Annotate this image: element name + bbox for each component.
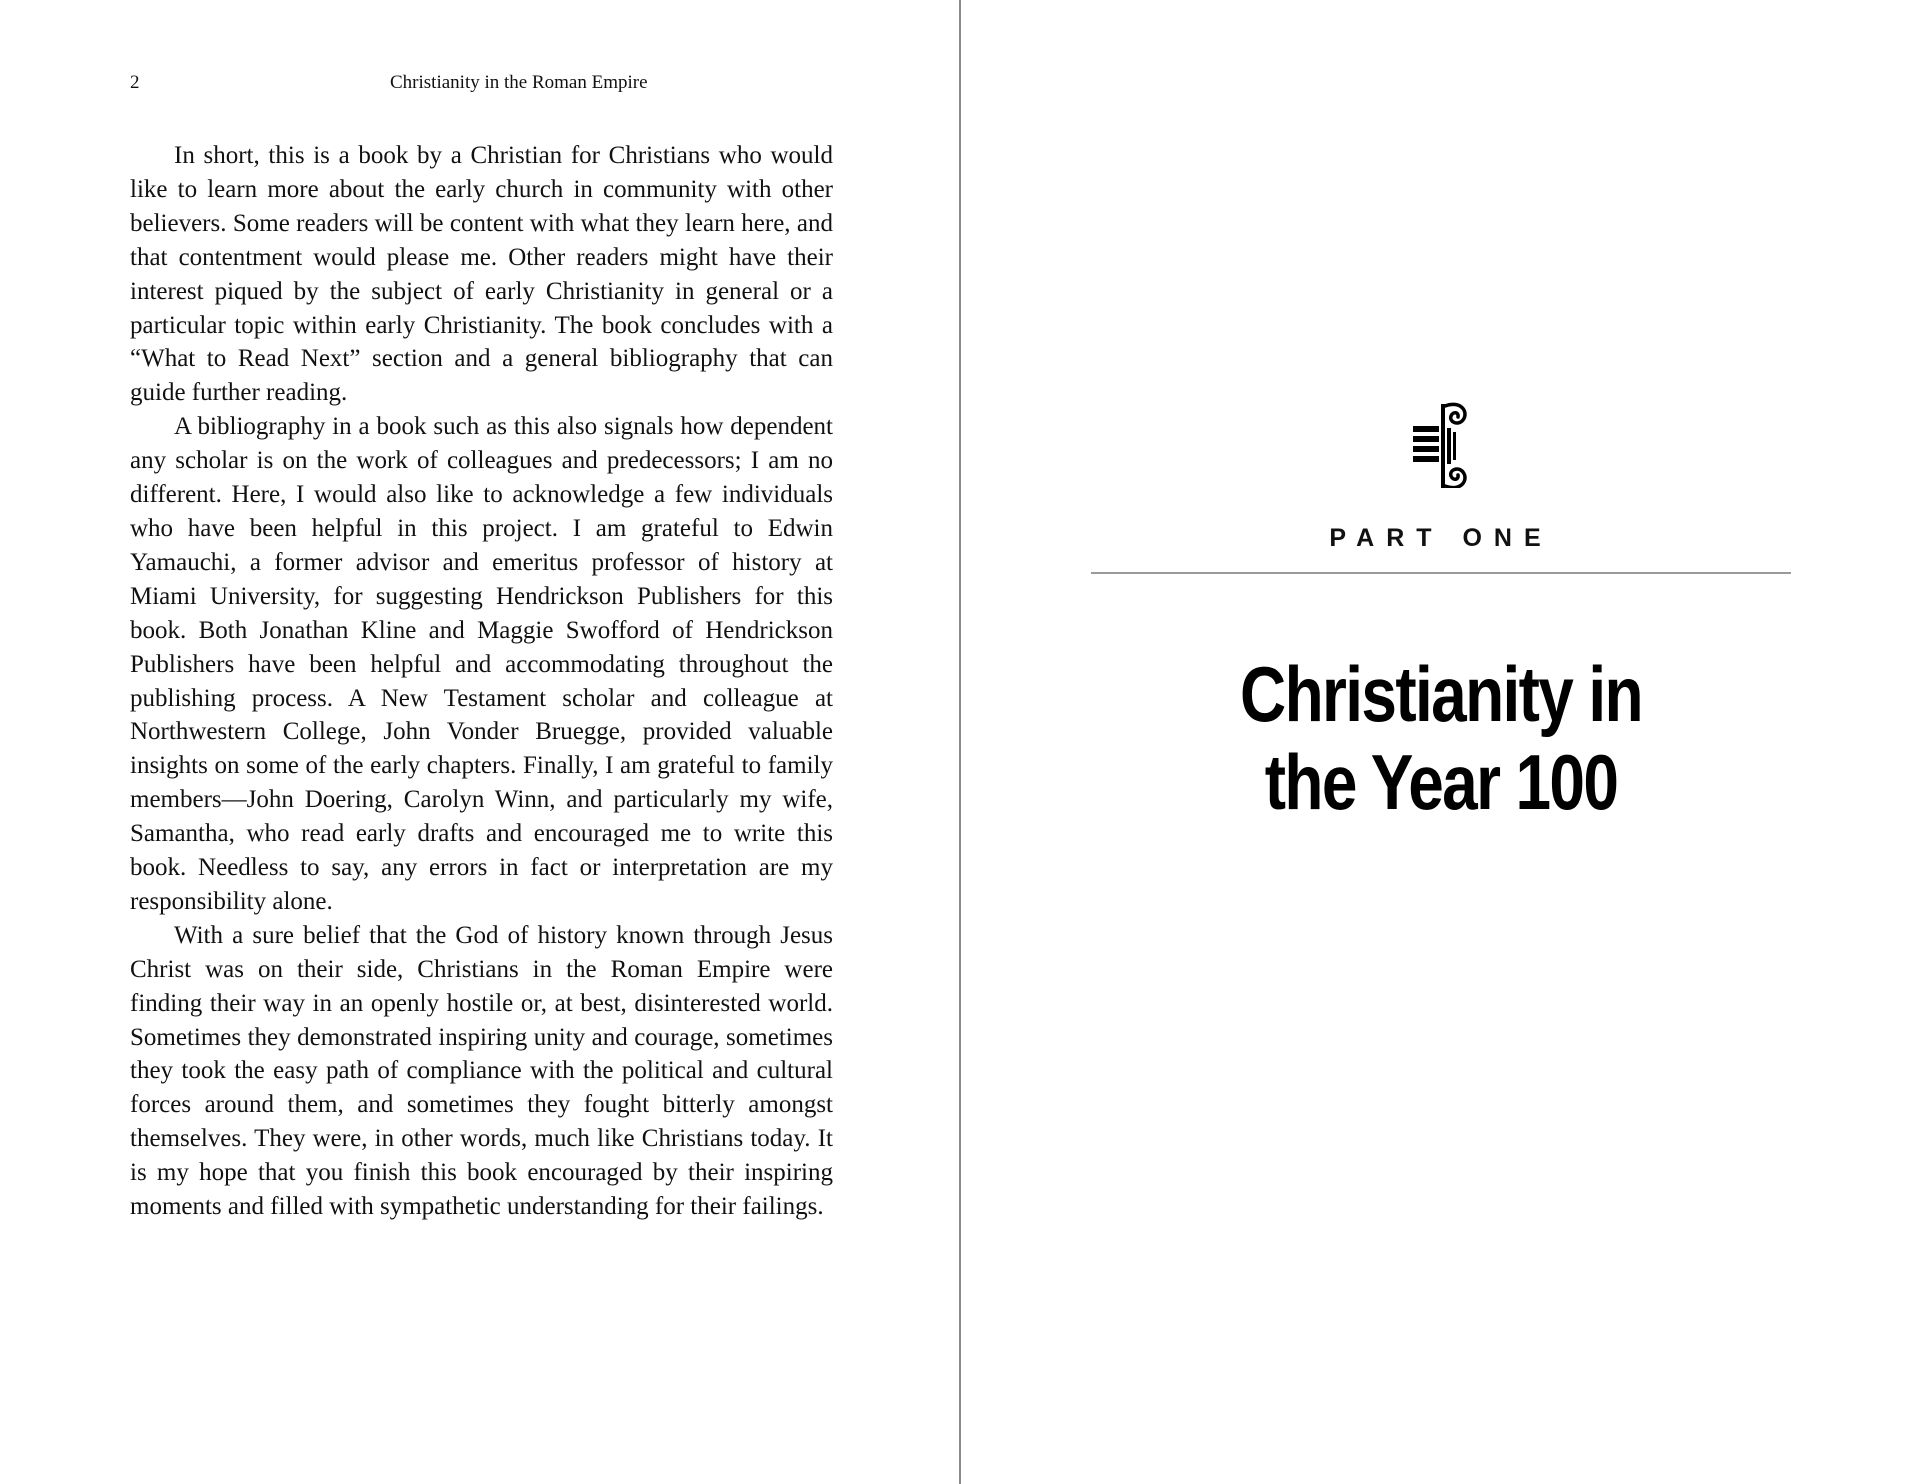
- paragraph: In short, this is a book by a Christian for Christians who would like to learn more about the early church in community with other believers. Some readers will be content with what they learn here, and that contentment would please me. Other readers might have their interest piqued by the subject of early Christianity in general or a particular topic within early Christianity. The book concludes with a “What to Read Next” section and a general bibliography that can guide further reading.: [130, 142, 833, 407]
- running-head-title: Christianity in the Roman Empire: [390, 72, 648, 93]
- paragraph: A bibliography in a book such as this also signals how dependent any scholar is on the work of colleagues and predecessors; I am no different. Here, I would also like to acknowledge a few individuals who have been helpful in this project. I am grateful to Edwin Yamauchi, a former advisor and emeritus professor of history at Miami University, for suggesting Hendrickson Publishers for this book. Both Jonathan Kline and Maggie Swofford of Hendrickson Publishers have been helpful and accommodating throughout the publishing process. A New Testament scholar and colleague at Northwestern College, John Vonder Bruegge, provided valuable insights on some of the early chapters. Finally, I am grateful to family members—John Doering, Carolyn Winn, and particularly my wife, Samantha, who read early drafts and encouraged me to write this book. Needless to say, any errors in fact or interpretation are my responsibility alone.: [130, 413, 833, 915]
- left-page: [0, 0, 959, 1484]
- part-title: [1154, 650, 1728, 826]
- page-number: 2: [130, 72, 140, 93]
- ionic-column-capital-icon: [1411, 398, 1471, 488]
- part-title-line: Christianity in: [1240, 650, 1642, 738]
- running-head: [130, 72, 830, 96]
- part-label: PART ONE: [1329, 524, 1553, 552]
- body-text: [130, 139, 833, 1224]
- right-page: [961, 0, 1920, 1484]
- part-title-line: the Year 100: [1264, 738, 1618, 826]
- paragraph: With a sure belief that the God of history known through Jesus Christ was on their side, Christians in the Roman Empire were finding their way in an openly hostile or, at best, disinterested world. Sometimes they demonstrated inspiring unity and courage, sometimes they took the easy path of compliance with the political and cultural forces around them, and sometimes they fought bitterly amongst themselves. They were, in other words, much like Christians today. It is my hope that you finish this book encouraged by their inspiring moments and filled with sympathetic understanding for their failings.: [130, 921, 833, 1221]
- part-divider: [1091, 572, 1791, 574]
